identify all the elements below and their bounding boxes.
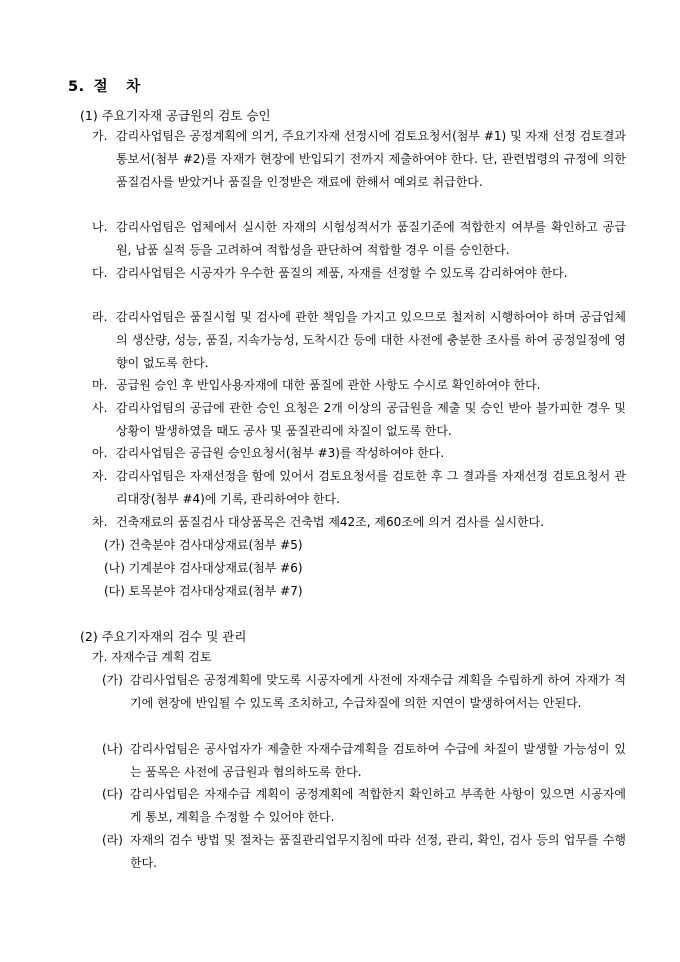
list-item	[92, 125, 626, 194]
list-item	[102, 738, 626, 784]
list-item	[92, 397, 626, 443]
item-text: 감리사업팀은 자재수급 계획이 공정계획에 적합한지 확인하고 부족한 사항이 있으면 시공자에게 통보, 계획을 수정할 수 있어야 한다.	[130, 787, 626, 824]
list-item	[92, 511, 626, 534]
part2-subheading: 가. 자재수급 계획 검토	[92, 650, 212, 664]
sub-list-item: (나) 기계분야 검사대상재료(첨부 #6)	[104, 561, 303, 575]
list-item	[92, 262, 626, 285]
list-item	[102, 829, 626, 875]
sub-list-item: (다) 토목분야 검사대상재료(첨부 #7)	[104, 584, 303, 598]
item-text: 공급원 승인 후 반입사용자재에 대한 품질에 관한 사항도 수시로 확인하여야 한다.	[116, 378, 541, 392]
list-item	[92, 306, 626, 375]
item-marker: 자.	[92, 469, 108, 483]
list-item	[92, 442, 626, 465]
item-text: 건축재료의 품질검사 대상품목은 건축법 제42조, 제60조에 의거 검사를 실시한다.	[116, 515, 545, 529]
item-text: 감리사업팀의 공급에 관한 승인 요청은 2개 이상의 공급원을 제출 및 승인 받아 불가피한 경우 및 상황이 발생하였을 때도 공사 및 품질관리에 차질이 없도록 한다.	[116, 401, 626, 438]
item-text: 감리사업팀은 공정계획에 맞도록 시공자에게 사전에 자재수급 계획을 수립하게 하여 자재가 적기에 현장에 반입될 수 있도록 조치하고, 수급차질에 의한 지연이 발생하여서는 안된다.	[130, 673, 626, 710]
item-marker: 가.	[92, 129, 108, 143]
section-number: 5.	[68, 79, 85, 95]
item-text: 감리사업팀은 공정계획에 의거, 주요기자재 선정시에 검토요청서(첨부 #1) 및 자재 선정 검토결과 통보서(첨부 #2)를 자재가 현장에 반입되기 전까지 제출하여야 한다. 단, 관련법령의 규정에 의한 품질검사를 받았거나 품질을 인정받은 재료에 한해서 예외로 취급한다.	[116, 129, 626, 189]
item-marker: (나)	[102, 742, 123, 756]
list-item	[102, 783, 626, 829]
item-marker: (라)	[102, 833, 123, 847]
list-item	[92, 374, 626, 397]
item-marker: 차.	[92, 515, 108, 529]
part2-heading: (2) 주요기자재의 검수 및 관리	[80, 629, 247, 644]
item-marker: 마.	[92, 378, 108, 392]
sub-list-item: (가) 건축분야 검사대상재료(첨부 #5)	[104, 538, 303, 552]
item-marker: 나.	[92, 220, 108, 234]
list-item	[92, 465, 626, 511]
item-marker: 다.	[92, 266, 108, 280]
item-marker: 사.	[92, 401, 108, 415]
section-title-part-b: 차	[126, 79, 141, 95]
item-marker: (다)	[102, 787, 123, 801]
item-text: 감리사업팀은 공급원 승인요청서(첨부 #3)를 작성하여야 한다.	[116, 446, 445, 460]
item-text: 감리사업팀은 공사업자가 제출한 자재수급계획을 검토하여 수급에 차질이 발생할 가능성이 있는 품목은 사전에 공급원과 협의하도록 한다.	[130, 742, 626, 779]
item-text: 감리사업팀은 자재선정을 함에 있어서 검토요청서를 검토한 후 그 결과를 자재선정 검토요청서 관리대장(첨부 #4)에 기록, 관리하여야 한다.	[116, 469, 626, 506]
item-text: 감리사업팀은 품질시험 및 검사에 관한 책임을 가지고 있으므로 철저히 시행하여야 하며 공급업체의 생산량, 성능, 품질, 지속가능성, 도착시간 등에 대한 사전에 충분한 조사를 하여 공정일정에 영향이 없도록 한다.	[116, 310, 626, 370]
item-text: 감리사업팀은 업체에서 실시한 자재의 시험성적서가 품질기준에 적합한지 여부를 확인하고 공급원, 납품 실적 등을 고려하여 적합성을 판단하여 적합할 경우 이를 승인한다.	[116, 220, 626, 257]
item-text: 자재의 검수 방법 및 절차는 품질관리업무지침에 따라 선정, 관리, 확인, 검사 등의 업무를 수행한다.	[130, 833, 626, 870]
part1-heading: (1) 주요기자재 공급원의 검토 승인	[80, 108, 271, 123]
item-marker: 라.	[92, 310, 108, 324]
item-text: 감리사업팀은 시공자가 우수한 품질의 제품, 자재를 선정할 수 있도록 감리하여야 한다.	[116, 266, 568, 280]
item-marker: 아.	[92, 446, 108, 460]
section-title-part-a: 절	[93, 79, 109, 95]
item-marker: (가)	[102, 673, 123, 687]
list-item	[102, 669, 626, 715]
list-item	[92, 216, 626, 262]
section-heading	[68, 75, 141, 96]
